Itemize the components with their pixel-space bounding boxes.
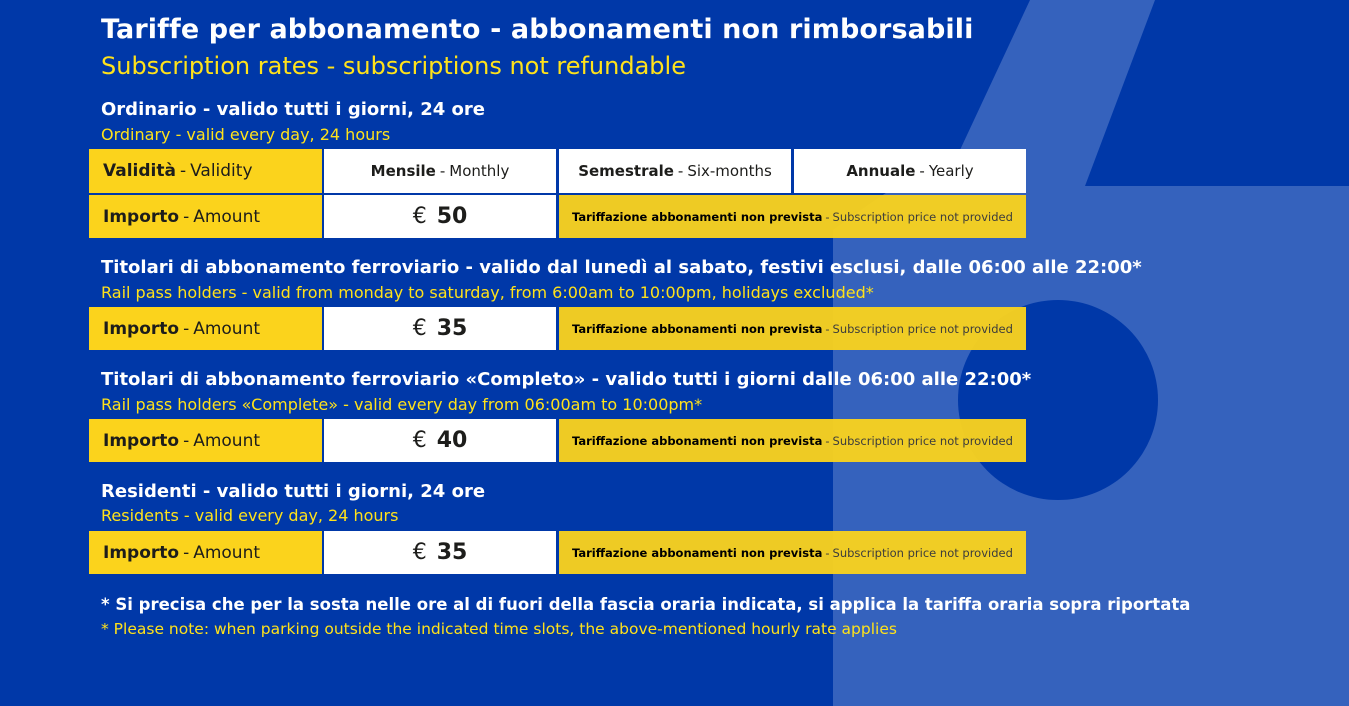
page-title: Tariffe per abbonamento - abbonamenti non rimborsabili <box>101 14 974 45</box>
section-subtitle-rail-pass: Rail pass holders - valid from monday to saturday, from 6:00am to 10:00pm, holidays excluded* <box>101 283 874 302</box>
section-title-rail-pass: Titolari di abbonamento ferroviario - valido dal lunedì al sabato, festivi esclusi, dalle 06:00 alle 22:00* <box>101 257 1142 278</box>
sixmonth-header-cell: Semestrale - Six-months <box>559 149 791 193</box>
validity-label-en: Validity <box>190 161 253 181</box>
validity-label-cell: Validità - Validity <box>89 149 322 193</box>
amount-label-cell: Importo - Amount <box>89 195 322 238</box>
page-subtitle: Subscription rates - subscriptions not refundable <box>101 52 686 80</box>
amount-value: 35 <box>436 540 468 565</box>
section-subtitle-residents: Residents - valid every day, 24 hours <box>101 506 399 525</box>
amount-value-cell: € 40 <box>324 419 556 462</box>
amount-value-cell: € 35 <box>324 531 556 574</box>
amount-value: 50 <box>436 204 468 229</box>
section-title-rail-pass-complete: Titolari di abbonamento ferroviario «Completo» - valido tutti i giorni dalle 06:00 alle 22:00* <box>101 369 1032 390</box>
amount-label-cell: Importo - Amount <box>89 419 322 462</box>
section-subtitle-rail-pass-complete: Rail pass holders «Complete» - valid every day from 06:00am to 10:00pm* <box>101 395 703 414</box>
section-title-residents: Residenti - valido tutti i giorni, 24 ore <box>101 481 486 502</box>
section-title-ordinary: Ordinario - valido tutti i giorni, 24 ore <box>101 99 486 120</box>
amount-value-cell: € 35 <box>324 307 556 350</box>
footnote-it: * Si precisa che per la sosta nelle ore al di fuori della fascia oraria indicata, si applica la tariffa oraria sopra riportata <box>101 595 1191 614</box>
amount-value: 35 <box>436 316 468 341</box>
not-provided-cell: Tariffazione abbonamenti non prevista - Subscription price not provided <box>559 419 1026 462</box>
section-subtitle-ordinary: Ordinary - valid every day, 24 hours <box>101 125 391 144</box>
amount-value-cell: € 50 <box>324 195 556 238</box>
not-provided-cell: Tariffazione abbonamenti non prevista - Subscription price not provided <box>559 307 1026 350</box>
footnote-en: * Please note: when parking outside the indicated time slots, the above-mentioned hourly rate applies <box>101 620 897 638</box>
amount-label-cell: Importo - Amount <box>89 307 322 350</box>
not-provided-cell: Tariffazione abbonamenti non prevista - Subscription price not provided <box>559 531 1026 574</box>
monthly-header-cell: Mensile - Monthly <box>324 149 556 193</box>
not-provided-cell: Tariffazione abbonamenti non prevista - Subscription price not provided <box>559 195 1026 238</box>
amount-value: 40 <box>436 428 468 453</box>
amount-label-cell: Importo - Amount <box>89 531 322 574</box>
yearly-header-cell: Annuale - Yearly <box>794 149 1026 193</box>
validity-label-it: Validità <box>103 161 176 181</box>
